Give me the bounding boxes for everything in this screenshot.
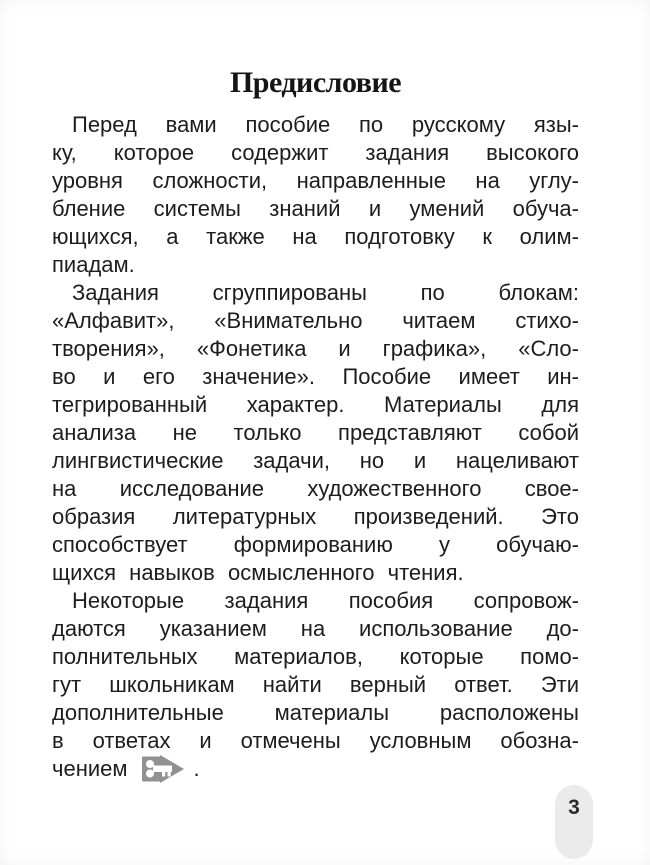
text-line: уровня сложности, направленные на углу- bbox=[52, 168, 579, 193]
text-line: полнительных материалов, которые помо- bbox=[52, 644, 579, 669]
page-number: 3 bbox=[568, 796, 580, 819]
text-line: «Алфавит», «Внимательно читаем стихо- bbox=[52, 308, 579, 333]
text-line: анализа не только представляют собой bbox=[52, 420, 579, 445]
text-line: дополнительные материалы расположены bbox=[52, 700, 579, 725]
text-line: Перед вами пособие по русскому язы- bbox=[72, 112, 579, 137]
text-line: Некоторые задания пособия сопровож- bbox=[72, 588, 579, 613]
text-before-icon: чением bbox=[52, 756, 128, 781]
text-line: во и его значение». Пособие имеет ин- bbox=[52, 364, 579, 389]
text-line: Задания сгруппированы по блокам: bbox=[72, 280, 579, 305]
text-line: в ответах и отмечены условным обозна- bbox=[52, 728, 579, 753]
page-number-badge bbox=[555, 785, 593, 859]
text-line: гут школьникам найти верный ответ. Эти bbox=[52, 672, 579, 697]
text-line: тегрированный характер. Материалы для bbox=[52, 392, 579, 417]
paragraph-blocks bbox=[52, 279, 579, 587]
paragraph-extra-materials bbox=[52, 587, 579, 783]
text-line: щихся навыков осмысленного чтения. bbox=[52, 560, 464, 585]
page-title: Предисловие bbox=[229, 66, 402, 99]
text-line: даются указанием на использование до- bbox=[52, 616, 579, 641]
text-line: бление системы знаний и умений обуча- bbox=[52, 196, 579, 221]
answer-key-arrow-icon bbox=[142, 755, 184, 783]
text-line: ку, которое содержит задания высокого bbox=[52, 140, 579, 165]
text-line-with-icon bbox=[52, 755, 579, 783]
text-line: ющихся, а также на подготовку к олим- bbox=[52, 224, 579, 249]
paragraph-intro bbox=[52, 111, 579, 279]
text-line: способствует формированию у обучаю- bbox=[52, 532, 579, 557]
text-line: лингвистические задачи, но и нацеливают bbox=[52, 448, 579, 473]
text-line: пиадам. bbox=[52, 252, 135, 277]
text-line: на исследование художественного свое- bbox=[52, 476, 579, 501]
text-column bbox=[52, 111, 579, 783]
text-after-icon: . bbox=[193, 756, 200, 781]
text-line: творения», «Фонетика и графика», «Сло- bbox=[52, 336, 579, 361]
text-line: образия литературных произведений. Это bbox=[52, 504, 579, 529]
